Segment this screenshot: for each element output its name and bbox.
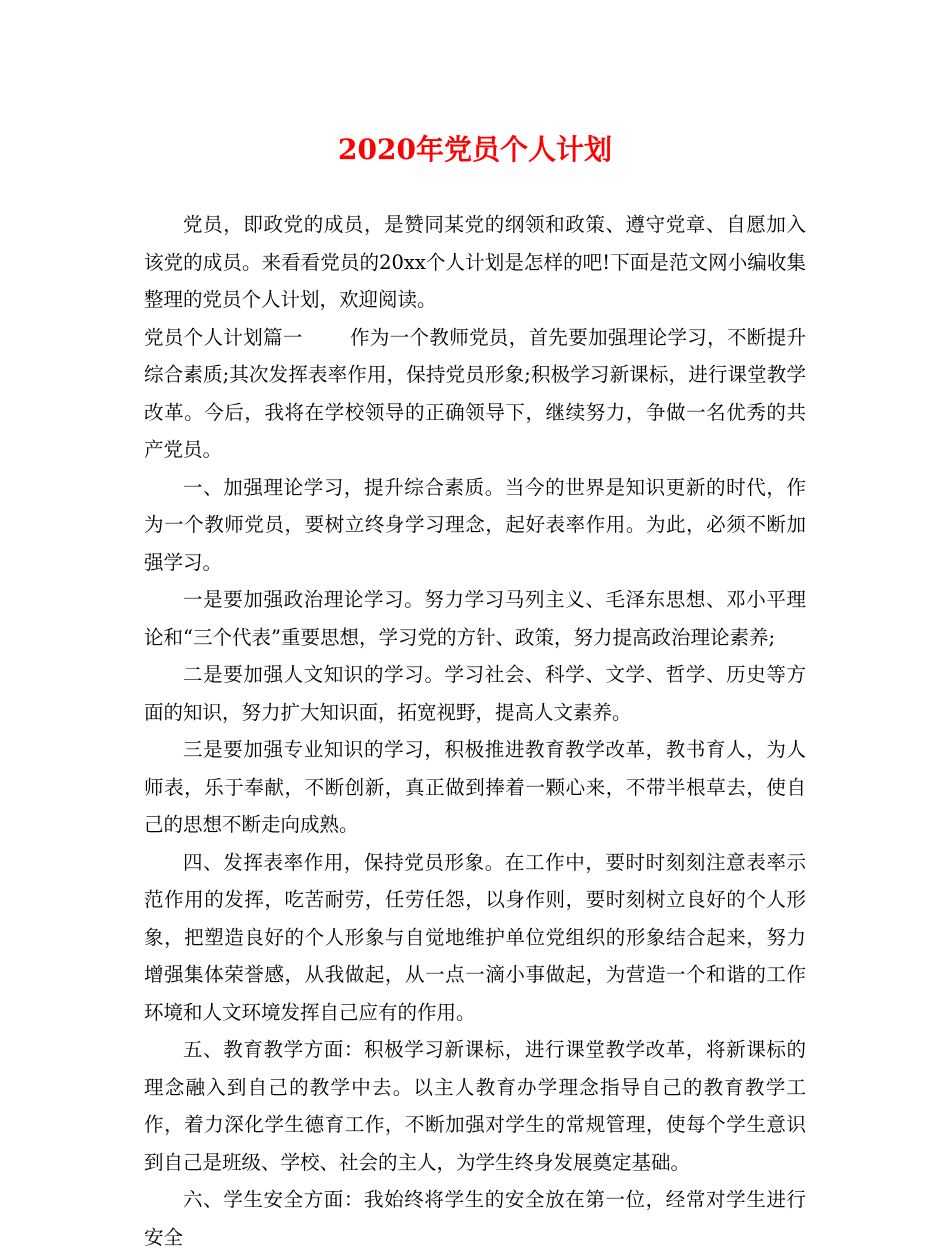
body-paragraph-6: 五、教育教学方面：积极学习新课标，进行课堂教学改革，将新课标的理念融入到自己的教学中去。以主人教育办学理念指导自己的教育教学工作，着力深化学生德育工作，不断加强对学生的常规管理，使每个学生意识到自己是班级、学校、社会的主人，为学生终身发展奠定基础。	[144, 1038, 806, 1174]
body-paragraph-2: 一是要加强政治理论学习。努力学习马列主义、毛泽东思想、邓小平理论和“三个代表”重要思想，学习党的方针、政策，努力提高政治理论素养;	[144, 588, 806, 649]
body-paragraph-3: 二是要加强人文知识的学习。学习社会、科学、文学、哲学、历史等方面的知识，努力扩大知识面，拓宽视野，提高人文素养。	[144, 663, 806, 724]
section-heading: 党员个人计划篇一	[144, 325, 303, 349]
body-paragraph-4: 三是要加强专业知识的学习，积极推进教育教学改革，教书育人，为人师表，乐于奉献，不断创新，真正做到捧着一颗心来，不带半根草去，使自己的思想不断走向成熟。	[144, 738, 806, 836]
body-paragraph-5: 四、发挥表率作用，保持党员形象。在工作中，要时时刻刻注意表率示范作用的发挥，吃苦耐劳，任劳任怨，以身作则，要时刻树立良好的个人形象，把塑造良好的个人形象与自觉地维护单位党组织的形象结合起来，努力增强集体荣誉感，从我做起，从一点一滴小事做起，为营造一个和谐的工作环境和人文环境发挥自己应有的作用。	[144, 850, 806, 1024]
document-body	[144, 206, 806, 1256]
body-paragraph-1: 一、加强理论学习，提升综合素质。当今的世界是知识更新的时代，作为一个教师党员，要树立终身学习理念，起好表率作用。为此，必须不断加强学习。	[144, 475, 806, 574]
intro-paragraph: 党员，即政党的成员，是赞同某党的纲领和政策、遵守党章、自愿加入该党的成员。来看看党员的20xx个人计划是怎样的吧!下面是范文网小编收集整理的党员个人计划，欢迎阅读。	[144, 213, 806, 311]
document-title: 2020年党员个人计划	[338, 133, 612, 166]
body-paragraph-7: 六、学生安全方面：我始终将学生的安全放在第一位，经常对学生进行安全	[144, 1188, 806, 1249]
section-lead: 作为一个教师党员，首先要加强理论学习，不断提升综合素质;其次发挥表率作用，保持党员形象;积极学习新课标，进行课堂教学改革。今后，我将在学校领导的正确领导下，继续努力，争做一名优秀的共产党员。	[144, 325, 806, 461]
section-paragraph	[144, 319, 806, 469]
